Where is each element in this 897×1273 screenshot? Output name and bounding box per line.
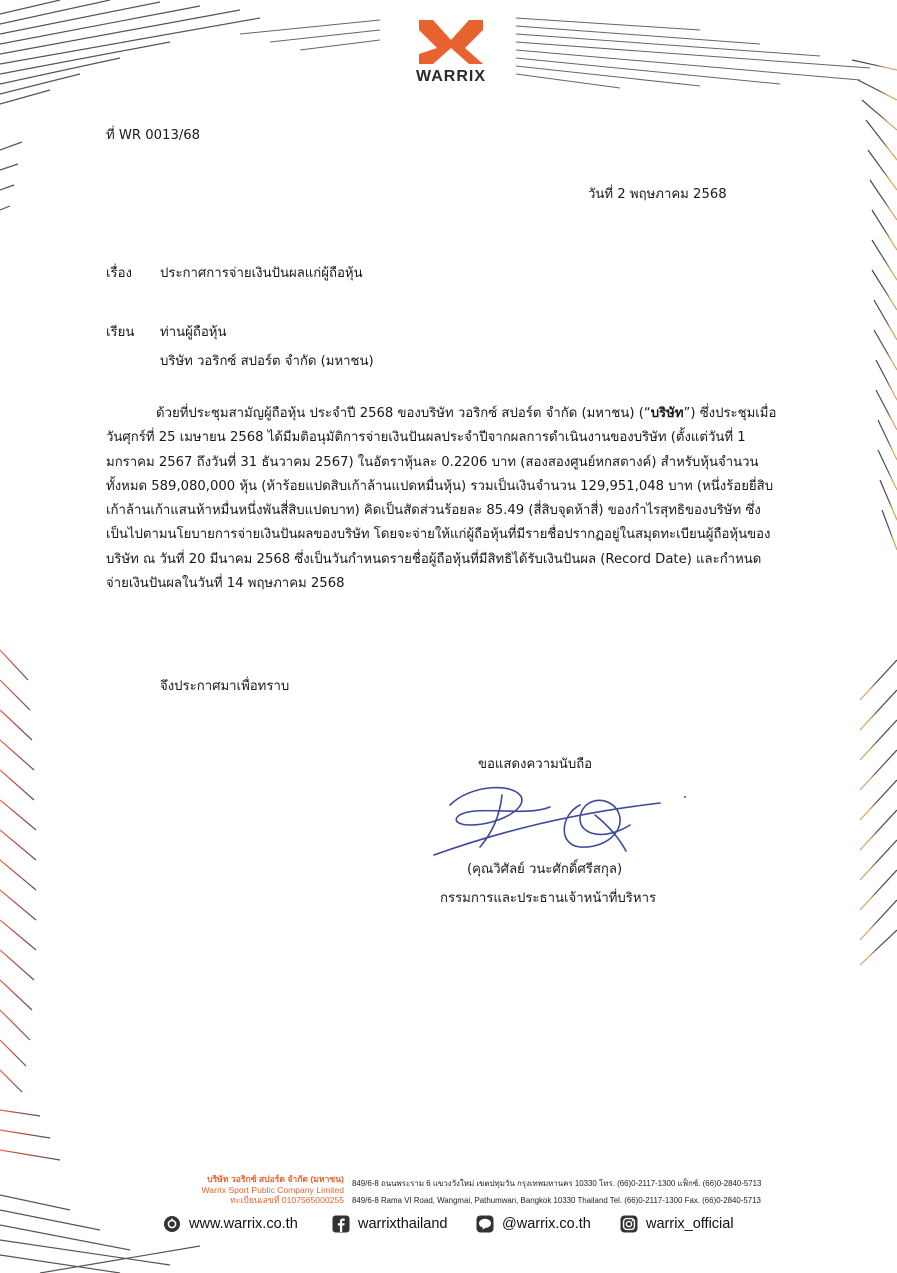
warrix-logo	[398, 20, 504, 92]
recipient-line-2: บริษัท วอริกซ์ สปอร์ต จำกัด (มหาชน)	[160, 354, 374, 369]
reference-number: ที่ WR 0013/68	[106, 128, 201, 143]
handwritten-signature	[430, 785, 690, 860]
footer-company-block	[160, 1174, 344, 1206]
subject-text: ประกาศการจ่ายเงินปันผลแก่ผู้ถือหุ้น	[160, 266, 363, 281]
footer-address-thai: 849/6-8 ถนนพระราม 6 แขวงวังใหม่ เขตปทุมวัน กรุงเทพมหานคร 10330 โทร. (66)0-2117-1300 แฟ็กซ์. (66)0-2840-5713	[352, 1179, 762, 1188]
recipient-line-1: ท่านผู้ถือหุ้น	[160, 325, 227, 340]
body-line: วันศุกร์ที่ 25 เมษายน 2568 ได้มีมติอนุมัติการจ่ายเงินปันผลประจำปีจากผลการดำเนินงานของบริษัท (ตั้งแต่วันที่ 1	[106, 430, 746, 446]
website-label: www.warrix.co.th	[189, 1216, 298, 1232]
website-link[interactable]	[163, 1213, 298, 1235]
facebook-label: warrixthailand	[358, 1216, 448, 1232]
line-label: @warrix.co.th	[502, 1216, 591, 1232]
body-line: เก้าล้านเก้าแสนห้าหมื่นหนึ่งพันสี่สิบแปดบาท) คิดเป็นสัดส่วนร้อยละ 85.49 (สี่สิบจุดห้าสี่) ของกำไรสุทธิของบริษัท ซึ่ง	[106, 503, 761, 519]
footer-registration: ทะเบียนเลขที่ 0107565000255	[230, 1195, 344, 1206]
regards-text: ขอแสดงความนับถือ	[478, 757, 593, 772]
facebook-icon	[332, 1215, 350, 1233]
body-line: เป็นไปตามนโยบายการจ่ายเงินปันผลของบริษัท โดยจะจ่ายให้แก่ผู้ถือหุ้นที่มีรายชื่อปรากฏอยู่ในสมุดทะเบียนผู้ถือหุ้นของ	[106, 527, 771, 543]
right-side-stripes	[852, 60, 897, 965]
footer-address-block	[352, 1176, 761, 1209]
body-text-continue: ”) ซึ่งประชุมเมื่อ	[683, 406, 777, 421]
closing-text: จึงประกาศมาเพื่อทราบ	[160, 679, 290, 694]
footer-company-english: Warrix Sport Public Company Limited	[201, 1184, 344, 1195]
line-link[interactable]	[476, 1213, 591, 1235]
left-side-stripes	[0, 650, 60, 1160]
line-icon	[476, 1215, 494, 1233]
brand-wordmark: WARRIX	[416, 68, 486, 85]
instagram-label: warrix_official	[646, 1216, 734, 1232]
body-line: บริษัท ณ วันที่ 20 มีนาคม 2568 ซึ่งเป็นวันกำหนดรายชื่อผู้ถือหุ้นที่มีสิทธิได้รับเงินปันผล (Record Date) และกำหนด	[106, 551, 762, 567]
signer-name: (คุณวิศัลย์ วนะศักดิ์ศรีสกุล)	[467, 862, 623, 877]
footer-address-english: 849/6-8 Rama VI Road, Wangmai, Pathumwan, Bangkok 10330 Thailand Tel. (66)0-2117-1300 Fax. (66)0-2840-5713	[352, 1195, 761, 1205]
body-text-start: ด้วยที่ประชุมสามัญผู้ถือหุ้น ประจำปี 2568 ของบริษัท วอริกซ์ สปอร์ต จำกัด (มหาชน) (“	[156, 406, 651, 421]
body-defined-term: บริษัท	[650, 406, 684, 421]
instagram-link[interactable]	[620, 1213, 734, 1235]
body-line: ทั้งหมด 589,080,000 หุ้น (ห้าร้อยแปดสิบเก้าล้านแปดหมื่นหุ้น) รวมเป็นเงินจำนวน 129,951,048 บาท (หนึ่งร้อยยี่สิบ	[106, 478, 774, 494]
body-line-first	[106, 402, 802, 426]
letter-date: วันที่ 2 พฤษภาคม 2568	[588, 187, 727, 202]
globe-icon	[163, 1215, 181, 1233]
subject-label: เรื่อง	[106, 266, 132, 281]
body-line: จ่ายเงินปันผลในวันที่ 14 พฤษภาคม 2568	[106, 576, 345, 592]
body-paragraph	[106, 402, 802, 596]
body-line: มกราคม 2567 ถึงวันที่ 31 ธันวาคม 2567) ในอัตราหุ้นละ 0.2206 บาท (สองสองศูนย์หกสตางค์) สำหรับหุ้นจำนวน	[106, 454, 759, 470]
top-center-stripes	[240, 18, 870, 88]
facebook-link[interactable]	[332, 1213, 447, 1235]
top-left-stripes	[0, 0, 260, 210]
footer-company-thai: บริษัท วอริกซ์ สปอร์ต จำกัด (มหาชน)	[207, 1174, 344, 1184]
instagram-icon	[620, 1215, 638, 1233]
signer-title: กรรมการและประธานเจ้าหน้าที่บริหาร	[440, 891, 657, 906]
warrix-logo-mark-icon	[419, 20, 483, 64]
recipient-label: เรียน	[106, 325, 135, 340]
